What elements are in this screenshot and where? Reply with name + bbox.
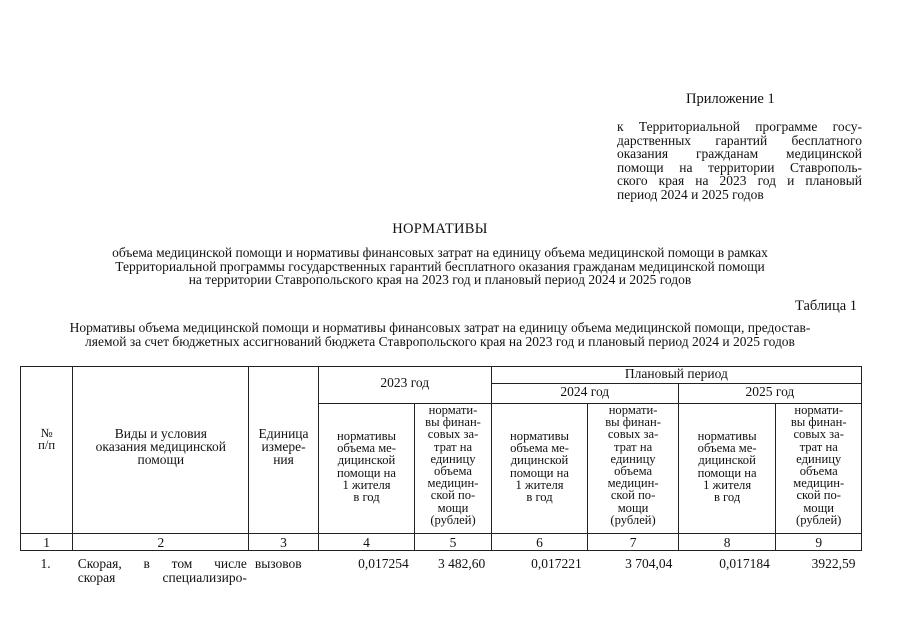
header-line: трат на [613, 439, 653, 454]
header-line: объема ме- [697, 441, 757, 456]
header-line: помощи на [337, 465, 396, 480]
table-caption [0, 321, 880, 348]
subtitle-line: объема медицинской помощи и нормативы финансовых затрат на единицу объема медицинской помощи в рамках [112, 245, 768, 260]
header-line: 1 жителя [703, 477, 752, 492]
header-line: дицинской [337, 453, 396, 468]
column-number: 7 [588, 534, 679, 551]
header-line: мощи [437, 500, 469, 515]
header-line: мощи [803, 500, 835, 515]
row-kind-line: скорая специализиро- [77, 570, 247, 585]
header-line: нормативы [337, 429, 396, 443]
header-line: в год [353, 490, 380, 505]
header-line: трат на [799, 439, 838, 454]
header-line: совых за- [427, 427, 479, 442]
header-line: нормативы [697, 429, 757, 443]
header-line: вы финан- [425, 415, 481, 430]
header-line: ской по- [796, 488, 841, 503]
header-kind-line: Виды и условия [114, 426, 207, 441]
caption-line: ляемой за счет бюджетных ассигнований бюджета Ставропольского края на 2023 год и плановый период 2024 и 2025 годов [85, 333, 795, 349]
header-year-2025: 2025 год [678, 384, 861, 404]
header-planned-period: Плановый период [491, 367, 861, 384]
appendix-line: оказания гражданам медицинской [617, 146, 862, 161]
header-num-line: п/п [38, 438, 56, 453]
row-volume-2024: 0,017221 [531, 556, 582, 571]
header-line: 1 жителя [515, 477, 564, 492]
header-year-2023: 2023 год [318, 367, 491, 404]
header-line: вы финан- [605, 415, 661, 430]
header-cost-norm-2025 [776, 404, 862, 534]
header-line: объема ме- [510, 441, 569, 456]
header-line: единицу [610, 451, 656, 466]
header-volume-norm-2024 [491, 404, 588, 534]
header-line: помощи на [697, 465, 757, 480]
document-title: НОРМАТИВЫ [392, 221, 488, 237]
column-number: 3 [249, 534, 318, 551]
table-label: Таблица 1 [795, 298, 858, 314]
header-line: объема [434, 464, 472, 479]
column-number: 8 [678, 534, 776, 551]
table-row [21, 551, 862, 586]
header-line: совых за- [607, 427, 659, 442]
header-line: (рублей) [796, 512, 842, 527]
header-line: объема [799, 464, 838, 479]
header-line: объема ме- [337, 441, 396, 456]
header-line: нормати- [608, 403, 658, 417]
header-cost-norm-2023 [415, 404, 491, 534]
header-unit-line: Единица [258, 426, 309, 441]
subtitle-line: на территории Ставропольского края на 2023 год и плановый период 2024 и 2025 годов [188, 272, 692, 287]
header-line: единицу [430, 451, 476, 466]
norms-table [20, 366, 862, 585]
header-kind-line: помощи [137, 452, 185, 467]
header-line: совых за- [793, 427, 844, 442]
header-num-line: № [40, 426, 53, 440]
header-unit-line: измере- [261, 439, 306, 454]
header-volume-norm-2023 [318, 404, 415, 534]
column-number: 1 [21, 534, 73, 551]
header-line: объема [614, 464, 653, 479]
header-num [21, 367, 73, 534]
column-number: 2 [73, 534, 249, 551]
row-cost-2024: 3 704,04 [625, 556, 673, 571]
header-line: (рублей) [430, 512, 476, 527]
appendix-line: помощи на территории Ставрополь- [617, 159, 862, 175]
header-line: мощи [617, 500, 649, 515]
header-line: в год [526, 490, 553, 505]
header-line: дицинской [510, 453, 569, 468]
column-number: 4 [318, 534, 415, 551]
header-line: нормативы [510, 429, 569, 443]
header-year-2024: 2024 год [491, 384, 678, 404]
row-kind [73, 551, 249, 586]
row-unit: вызовов [254, 556, 302, 571]
header-line: вы финан- [790, 415, 847, 430]
row-cost-2023: 3 482,60 [437, 556, 486, 571]
header-line: ской по- [430, 488, 476, 503]
header-line: медицин- [607, 476, 659, 491]
header-line: ской по- [610, 488, 656, 503]
header-line: нормати- [794, 403, 844, 417]
header-line: нормати- [428, 403, 478, 417]
header-kind [73, 367, 249, 534]
header-unit [249, 367, 318, 534]
header-kind-line: оказания медицинской [95, 439, 227, 454]
column-number: 9 [776, 534, 862, 551]
header-unit-line: ния [273, 452, 294, 467]
header-line: медицин- [427, 476, 479, 491]
document-subtitle [0, 246, 880, 287]
subtitle-line: Территориальной программы государственных гарантий бесплатного оказания гражданам медицинской помощи [115, 258, 765, 274]
appendix-line: ского края на 2023 год и плановый [617, 173, 862, 188]
header-line: 1 жителя [342, 477, 391, 492]
appendix-title: Приложение 1 [686, 91, 775, 107]
header-line: трат на [433, 439, 473, 454]
header-line: помощи на [510, 465, 569, 480]
header-cost-norm-2024 [588, 404, 679, 534]
header-line: в год [713, 490, 741, 505]
row-number: 1. [40, 556, 51, 571]
appendix-line: период 2024 и 2025 годов [617, 186, 764, 202]
row-cost-2025: 3922,59 [811, 556, 856, 571]
row-volume-2025: 0,017184 [719, 556, 770, 571]
header-line: медицин- [793, 476, 845, 491]
appendix-text [617, 120, 862, 201]
row-kind-line: Скорая, в том числе [77, 556, 247, 571]
row-volume-2023: 0,017254 [358, 556, 409, 571]
header-line: дицинской [698, 453, 756, 468]
appendix-line: к Территориальной программе госу- [617, 119, 862, 134]
column-number: 6 [491, 534, 588, 551]
column-number: 5 [415, 534, 491, 551]
appendix-line: дарственных гарантий бесплатного [617, 132, 862, 148]
header-line: единицу [796, 451, 842, 466]
column-numbers-row [21, 534, 862, 551]
caption-line: Нормативы объема медицинской помощи и нормативы финансовых затрат на единицу объема медицинской помощи, предостав- [69, 320, 811, 335]
header-line: (рублей) [610, 512, 656, 527]
header-volume-norm-2025 [678, 404, 776, 534]
